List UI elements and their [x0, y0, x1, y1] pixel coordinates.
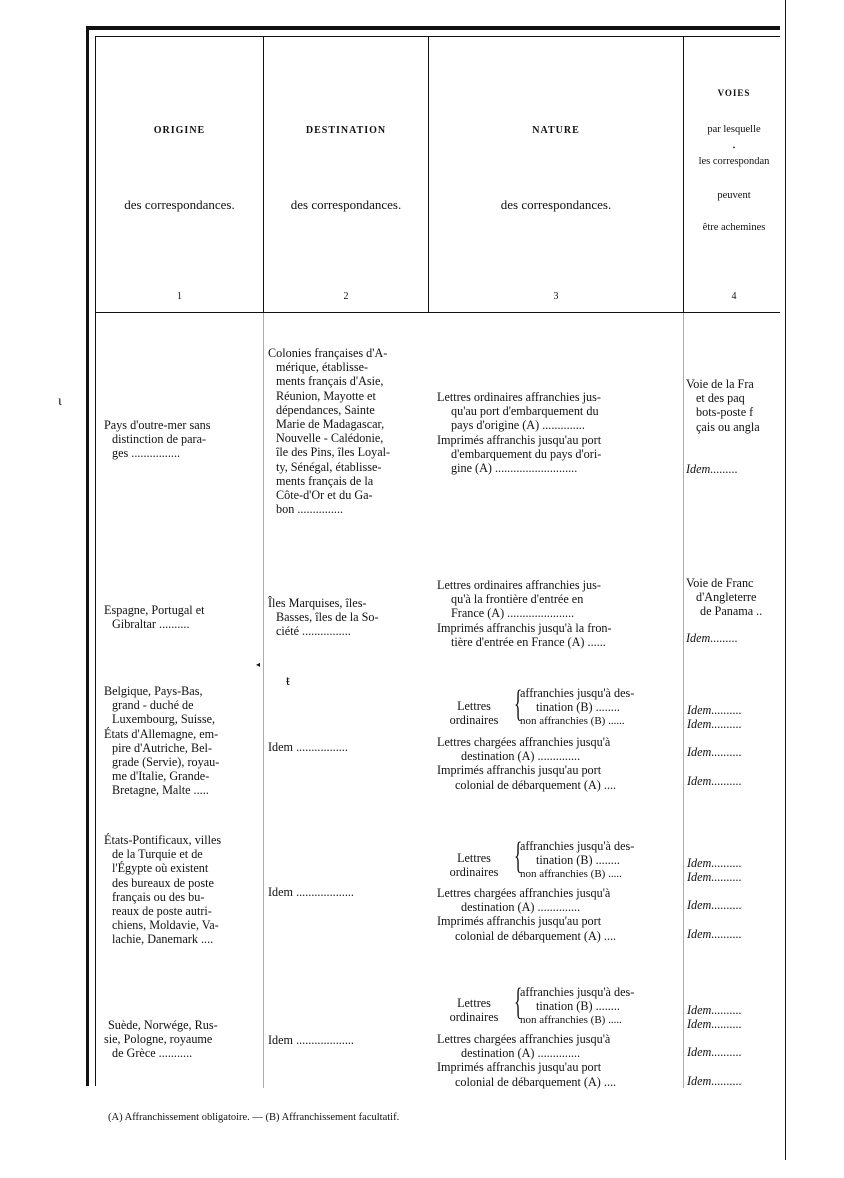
footnote: (A) Affranchissement obligatoire. — (B) Affranchissement facultatif. [108, 1112, 400, 1123]
row5-nature-lettres [438, 996, 510, 1024]
row3-origin-l7: me d'Italie, Grande- [112, 769, 210, 784]
row3-origin [104, 684, 260, 798]
row2-dest-l2: Basses, îles de la So- [276, 610, 379, 625]
row5-sub-l1: affranchies jusqu'à des- [520, 985, 635, 999]
header-voies-l2: par lesquelle [707, 124, 761, 135]
row1-dest-l9: ty, Sénégal, établisse- [276, 459, 382, 474]
row4-origin-l6: reaux de poste autri- [112, 904, 212, 919]
row2-nat-l4: Imprimés affranchis jusqu'à la fron- [437, 620, 612, 635]
row1-origin-l3: ges ................ [112, 446, 181, 461]
row5-origin-l1: Suède, Norwége, Rus- [108, 1018, 218, 1032]
row5-brace: { [514, 981, 523, 1023]
row1-voies-l4: çais ou angla [696, 419, 760, 434]
row4-voies-l3: Idem.......... [687, 898, 742, 913]
row4-sub-l2: tination (B) ........ [536, 853, 620, 868]
row2-origin-l2: Gibraltar .......... [112, 617, 190, 632]
row4-nature-sub [520, 839, 683, 882]
row1-nat-l1: Lettres ordinaires affranchies jus- [437, 390, 601, 404]
row2-voies-l2: d'Angleterre [696, 590, 757, 605]
header-nature-sub: des correspondances. [500, 197, 612, 212]
row3-nature-sub [520, 686, 683, 729]
row3-origin-l8: Bretagne, Malte ..... [112, 783, 209, 798]
row2-dest-l3: ciété ................ [276, 624, 351, 639]
row4-origin-l8: lachie, Danemark .... [112, 932, 214, 947]
row5-destination: Idem ................... [268, 1033, 354, 1047]
header-nature-num: 3 [553, 291, 559, 302]
row5-nat-l1: Lettres chargées affranchies jusqu'à [437, 1032, 611, 1046]
row1-voies [686, 377, 786, 476]
row1-dest-l10: ments français de la [276, 473, 374, 488]
col-sep-2 [428, 36, 429, 313]
row4-voies-l2: Idem.......... [687, 870, 742, 885]
row3-origin-l5: pire d'Autriche, Bel- [112, 740, 212, 755]
col-sep-1-body [263, 313, 264, 1088]
row1-voies-l5: Idem......... [686, 461, 738, 476]
top-border-thick [86, 26, 780, 30]
row5-voies-l3: Idem.......... [687, 1045, 742, 1060]
row4-origin [104, 833, 260, 947]
row2-origin-l1: Espagne, Portugal et [104, 603, 205, 617]
row3-sub-l1: affranchies jusqu'à des- [520, 686, 635, 700]
row5-origin-l2: sie, Pologne, royaume [104, 1032, 213, 1047]
row2-nat-l2: qu'à la frontière d'entrée en [451, 592, 584, 607]
row1-nat-l3: pays d'origine (A) .............. [451, 418, 585, 433]
row2-voies-l4: Idem......... [686, 630, 738, 645]
row2-origin [104, 603, 256, 631]
header-voies [684, 88, 784, 242]
header-nature-title: NATURE [532, 125, 580, 136]
row4-origin-l5: français ou des bu- [112, 889, 205, 904]
row3-nature [437, 735, 683, 792]
row3-voies-l1: Idem.......... [687, 703, 742, 717]
row3-voies-l4: Idem.......... [687, 773, 742, 788]
row3-voies-l3: Idem.......... [687, 745, 742, 760]
header-voies-l1: VOIES [717, 88, 751, 98]
header-origine-sub: des correspondances. [124, 197, 235, 212]
row1-origin [104, 418, 256, 461]
row5-nat-l2: destination (A) .............. [461, 1046, 581, 1061]
header-voies-l3: • [732, 144, 736, 152]
row3-origin-l2: grand - duché de [112, 698, 194, 713]
row1-dest-l8: île des Pins, îles Loyal- [276, 445, 391, 460]
row4-origin-l7: chiens, Moldavie, Va- [112, 918, 219, 933]
row3-voies-l2: Idem.......... [687, 717, 742, 732]
top-border-thin [96, 36, 780, 37]
row3-nat-l3: Imprimés affranchis jusqu'au port [437, 763, 602, 778]
row2-voies-l1: Voie de Franc [686, 576, 754, 590]
col-sep-1 [263, 36, 264, 313]
row4-origin-l1: États-Pontificaux, villes [104, 833, 222, 847]
row5-nat-l3: Imprimés affranchis jusqu'au port [437, 1060, 602, 1075]
row3-sub-l3: non affranchies (B) ...... [520, 715, 625, 728]
row5-voies-l2: Idem.......... [687, 1017, 742, 1032]
row3-origin-l3: Luxembourg, Suisse, [112, 712, 216, 727]
row5-origin-l3: de Grèce ........... [112, 1046, 193, 1061]
row2-dest-l1: Îles Marquises, îles- [268, 596, 367, 610]
row4-nature-lettres [438, 851, 510, 879]
stray-dot: ◂ [256, 660, 261, 669]
row4-destination: Idem ................... [268, 885, 354, 899]
row1-dest-l4: Réunion, Mayotte et [276, 388, 376, 403]
row1-dest-l3: ments français d'Asie, [276, 374, 384, 389]
header-destination-sub: des correspondances. [290, 197, 402, 212]
row3-origin-l1: Belgique, Pays-Bas, [104, 684, 203, 698]
row5-nature-sub [520, 985, 683, 1028]
row1-nat-l2: qu'au port d'embarquement du [451, 404, 599, 419]
header-voies-l4: les correspondan [698, 156, 770, 167]
header-rule [96, 312, 780, 313]
row2-voies-l3: de Panama .. [700, 604, 763, 619]
row1-dest-l7: Nouvelle - Calédonie, [276, 431, 384, 446]
row3-lettres-l2: ordinaires [449, 713, 499, 728]
row1-voies-l1: Voie de la Fra [686, 377, 754, 391]
row5-voies-l4: Idem.......... [687, 1073, 742, 1088]
col-sep-3-body [683, 313, 684, 1088]
row1-dest-l2: mérique, établisse- [276, 360, 369, 375]
row1-dest-l1: Colonies françaises d'A- [268, 346, 388, 360]
row2-nature [437, 578, 683, 649]
row4-voies-l1: Idem.......... [687, 856, 742, 870]
row4-brace: { [514, 835, 523, 877]
row5-lettres-l2: ordinaires [449, 1010, 499, 1025]
header-origine-num: 1 [177, 291, 182, 302]
row1-nat-l5: d'embarquement du pays d'ori- [451, 446, 602, 461]
row5-voies-l1: Idem.......... [687, 1003, 742, 1017]
stray-mark: ɩ [58, 394, 62, 409]
row4-voies [687, 856, 787, 941]
row5-sub-l2: tination (B) ........ [536, 999, 620, 1014]
row1-nat-l4: Imprimés affranchis jusqu'au port [437, 432, 602, 447]
row3-nat-l4: colonial de débarquement (A) .... [455, 777, 617, 792]
row4-sub-l1: affranchies jusqu'à des- [520, 839, 635, 853]
row1-origin-l2: distinction de para- [112, 432, 207, 447]
header-voies-num: 4 [731, 291, 737, 302]
left-border-thick [86, 26, 89, 1086]
row3-sub-l2: tination (B) ........ [536, 700, 620, 715]
row5-sub-l3: non affranchies (B) ..... [520, 1014, 622, 1027]
row3-origin-l6: grade (Servie), royau- [112, 755, 220, 770]
row1-dest-l5: dépendances, Sainte [276, 402, 375, 417]
row2-destination [268, 596, 428, 639]
row3-voies [687, 703, 787, 788]
row4-nat-l2: destination (A) .............. [461, 900, 581, 915]
row4-nat-l3: Imprimés affranchis jusqu'au port [437, 914, 602, 929]
row1-voies-l3: bots-poste f [696, 405, 754, 420]
row5-origin [104, 1018, 260, 1061]
row2-nat-l3: France (A) ...................... [451, 606, 575, 621]
row1-dest-l6: Marie de Madagascar, [276, 417, 385, 432]
stray-tick: ŧ [286, 674, 290, 689]
row1-nat-l6: gine (A) ........................... [451, 461, 578, 476]
row4-origin-l4: des bureaux de poste [112, 875, 214, 890]
header-destination-title: DESTINATION [305, 125, 387, 136]
row1-nature [437, 390, 683, 475]
row3-lettres-l1: Lettres [457, 699, 491, 713]
row1-dest-l12: bon ............... [276, 502, 344, 517]
row4-nature [437, 886, 683, 943]
row1-origin-l1: Pays d'outre-mer sans [104, 418, 211, 432]
row3-nature-lettres [438, 699, 510, 727]
row3-destination: Idem ................. [268, 740, 348, 754]
row1-dest-l11: Côte-d'Or et du Ga- [276, 488, 373, 503]
row3-nat-l2: destination (A) .............. [461, 749, 581, 764]
header-voies-l6: être achemines [702, 222, 766, 233]
row2-nat-l5: tière d'entrée en France (A) ...... [451, 634, 606, 649]
left-border-thin [95, 36, 96, 1086]
row5-voies [687, 1003, 787, 1088]
row3-brace: { [514, 683, 523, 725]
header-voies-l5: peuvent [717, 190, 751, 201]
row5-nature [437, 1032, 683, 1089]
row4-nat-l1: Lettres chargées affranchies jusqu'à [437, 886, 611, 900]
header-origine-title: ORIGINE [153, 125, 206, 136]
row4-sub-l3: non affranchies (B) ..... [520, 868, 622, 881]
row4-lettres-l1: Lettres [457, 851, 491, 865]
row3-origin-l4: États d'Allemagne, em- [104, 726, 219, 741]
header-destination-num: 2 [343, 291, 349, 302]
row1-voies-l2: et des paq [696, 391, 745, 406]
row4-voies-l4: Idem.......... [687, 926, 742, 941]
row4-lettres-l2: ordinaires [449, 865, 499, 880]
row2-voies [686, 576, 786, 645]
row4-origin-l3: l'Égypte où existent [112, 861, 209, 876]
row5-nat-l4: colonial de débarquement (A) .... [455, 1074, 617, 1089]
row4-nat-l4: colonial de débarquement (A) .... [455, 928, 617, 943]
row1-destination [268, 346, 428, 516]
row5-lettres-l1: Lettres [457, 996, 491, 1010]
row3-nat-l1: Lettres chargées affranchies jusqu'à [437, 735, 611, 749]
row4-origin-l2: de la Turquie et de [112, 847, 203, 862]
row2-nat-l1: Lettres ordinaires affranchies jus- [437, 578, 601, 592]
